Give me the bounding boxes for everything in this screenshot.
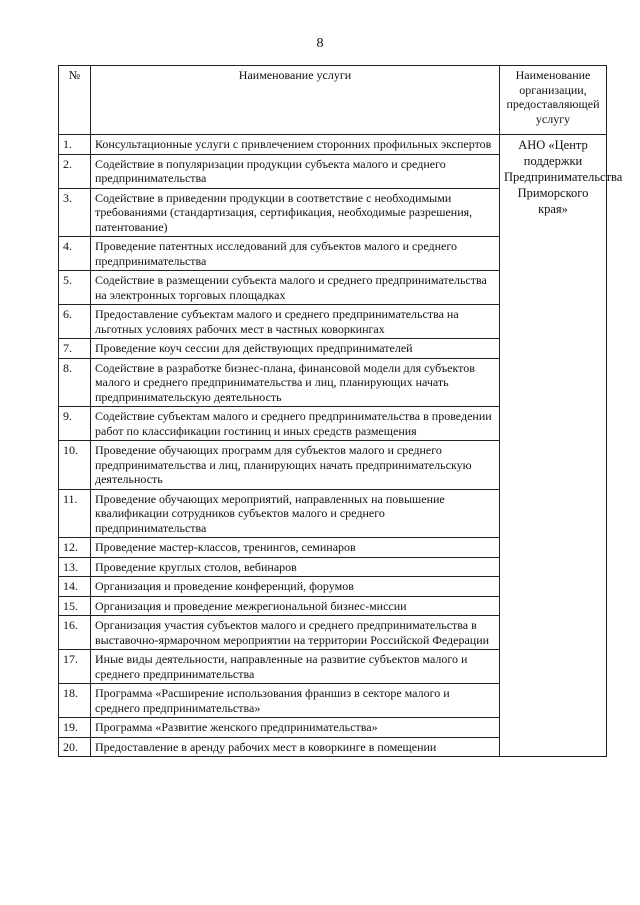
service-name: Проведение обучающих программ для субъектов малого и среднего предпринимательства и лиц, планирующих начать предпринимательскую деятельность — [91, 441, 500, 490]
row-number: 19. — [59, 718, 91, 738]
service-name: Программа «Расширение использования франшиз в секторе малого и среднего предпринимательства» — [91, 684, 500, 718]
row-number: 9. — [59, 407, 91, 441]
services-table — [58, 65, 623, 757]
service-name: Программа «Развитие женского предпринимательства» — [91, 718, 500, 738]
service-name: Организация и проведение конференций, форумов — [91, 577, 500, 597]
table-row — [59, 135, 607, 155]
row-number: 16. — [59, 616, 91, 650]
service-name: Иные виды деятельности, направленные на развитие субъектов малого и среднего предпринимательства — [91, 650, 500, 684]
header-org: Наименование организации, предоставляющей услугу — [500, 66, 607, 135]
row-number: 12. — [59, 538, 91, 558]
table-body — [59, 135, 623, 757]
service-name: Предоставление в аренду рабочих мест в коворкинге в помещении — [91, 737, 500, 757]
row-number: 11. — [59, 489, 91, 538]
service-name: Организация участия субъектов малого и среднего предпринимательства в выставочно-ярмарочном мероприятии на территории Российской Федерации — [91, 616, 500, 650]
row-number: 1. — [59, 135, 91, 155]
service-name: Предоставление субъектам малого и среднего предпринимательства на льготных условиях рабочих мест в частных коворкингах — [91, 305, 500, 339]
service-name: Проведение мастер-классов, тренингов, семинаров — [91, 538, 500, 558]
row-number: 2. — [59, 154, 91, 188]
row-number: 20. — [59, 737, 91, 757]
service-name: Содействие в разработке бизнес-плана, финансовой модели для субъектов малого и среднего предпринимательства и лиц, планирующих начать предпринимательскую деятельность — [91, 358, 500, 407]
row-number: 8. — [59, 358, 91, 407]
row-number: 5. — [59, 271, 91, 305]
service-name: Содействие в приведении продукции в соответствие с необходимыми требованиями (стандартизация, сертификация, необходимые разрешения, патентование) — [91, 188, 500, 237]
service-name: Содействие субъектам малого и среднего предпринимательства в проведении работ по классификации гостиниц и иных средств размещения — [91, 407, 500, 441]
row-number: 6. — [59, 305, 91, 339]
row-number: 4. — [59, 237, 91, 271]
row-number: 10. — [59, 441, 91, 490]
row-number: 3. — [59, 188, 91, 237]
row-number: 17. — [59, 650, 91, 684]
service-name: Консультационные услуги с привлечением сторонних профильных экспертов — [91, 135, 500, 155]
row-number: 14. — [59, 577, 91, 597]
header-num: № — [59, 66, 91, 135]
service-name: Проведение патентных исследований для субъектов малого и среднего предпринимательства — [91, 237, 500, 271]
row-number: 7. — [59, 339, 91, 359]
row-number: 18. — [59, 684, 91, 718]
page-number: 8 — [316, 36, 324, 51]
header-service: Наименование услуги — [91, 66, 500, 135]
service-name: Организация и проведение межрегиональной бизнес-миссии — [91, 596, 500, 616]
row-number: 13. — [59, 557, 91, 577]
service-name: Содействие в популяризации продукции субъекта малого и среднего предпринимательства — [91, 154, 500, 188]
service-name: Содействие в размещении субъекта малого и среднего предпринимательства на электронных торговых площадках — [91, 271, 500, 305]
service-name: Проведение обучающих мероприятий, направленных на повышение квалификации сотрудников субъектов малого и среднего предпринимательства — [91, 489, 500, 538]
service-name: Проведение круглых столов, вебинаров — [91, 557, 500, 577]
service-name: Проведение коуч сессии для действующих предпринимателей — [91, 339, 500, 359]
row-number: 15. — [59, 596, 91, 616]
table-header-row — [59, 66, 607, 135]
organization-name: АНО «Центр поддержки Предпринимательства Приморского края» — [500, 135, 607, 757]
